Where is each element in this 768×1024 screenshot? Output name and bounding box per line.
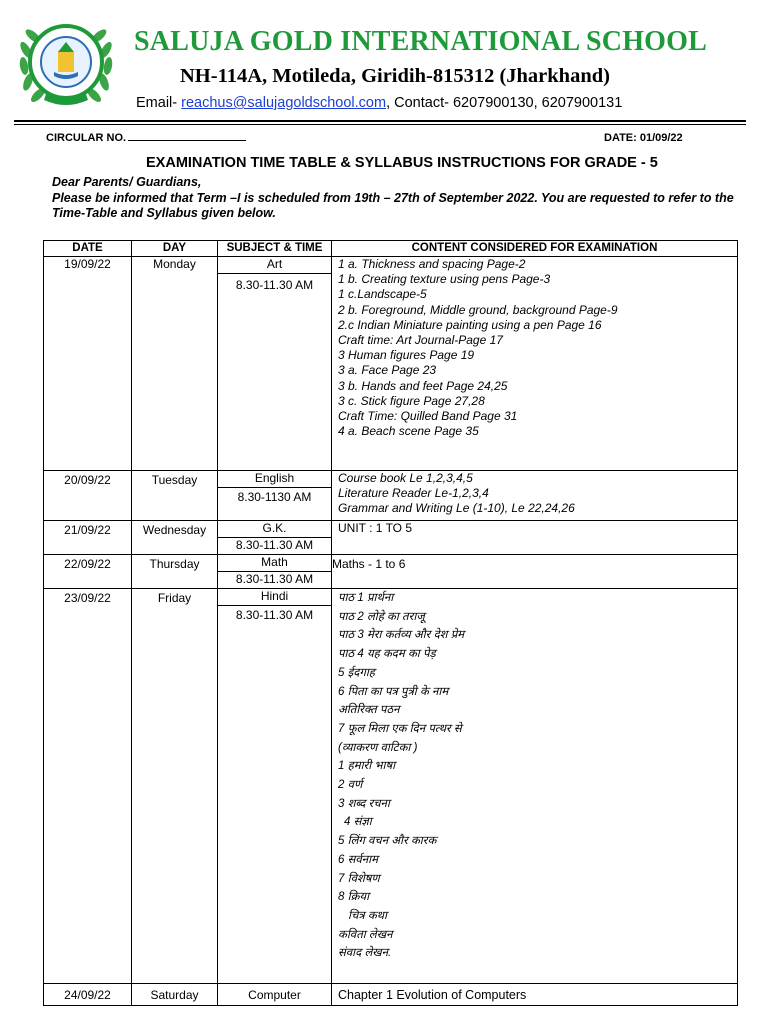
header-date: DATE	[44, 241, 132, 257]
circular-number: CIRCULAR NO.	[46, 132, 246, 144]
row-day: Tuesday	[132, 471, 218, 521]
row-date: 23/09/22	[44, 589, 132, 984]
table-row	[44, 257, 738, 274]
school-name: SALUJA GOLD INTERNATIONAL SCHOOL	[134, 26, 708, 57]
row-subject: Computer	[218, 984, 332, 1006]
document-title: EXAMINATION TIME TABLE & SYLLABUS INSTRUCTIONS FOR GRADE - 5	[146, 155, 658, 171]
letter-text	[52, 175, 742, 222]
row-time: 8.30-11.30 AM	[218, 274, 332, 471]
email-link[interactable]: reachus@salujagoldschool.com	[181, 95, 387, 111]
row-content: Chapter 1 Evolution of Computers	[332, 984, 738, 1006]
row-subject: G.K.	[218, 521, 332, 538]
row-date: 21/09/22	[44, 521, 132, 555]
letter-body: Please be informed that Term –I is scheduled from 19th – 27th of September 2022. You are requested to refer to the Time-Table and Syllabus given below.	[52, 190, 734, 220]
table-header-row	[44, 241, 738, 257]
table-row	[44, 555, 738, 572]
contact-numbers: , Contact- 6207900130, 6207900131	[386, 95, 623, 111]
row-subject: Math	[218, 555, 332, 572]
row-date: 20/09/22	[44, 471, 132, 521]
row-content: UNIT : 1 TO 5	[332, 521, 738, 555]
school-address: NH-114A, Motileda, Giridih-815312 (Jharkhand)	[180, 65, 610, 87]
row-content: 1 a. Thickness and spacing Page-2 1 b. Creating texture using pens Page-3 1 c.Landscape-5 2 b. Foreground, Middle ground, background Page-9 2.c Indian Miniature painting using a pen Page 16 Craft time: Art Journal-Page 17 3 Human figures Page 19 3 a. Face Page 23 3 b. Hands and feet Page 24,25 3 c. Stick figure Page 27,28 Craft Time: Quilled Band Page 31 4 a. Beach scene Page 35	[332, 257, 738, 471]
header-rule-thin	[14, 124, 746, 125]
row-day: Thursday	[132, 555, 218, 589]
row-content-handwritten: पाठ 1 प्रार्थना पाठ 2 लोहे का तराजू पाठ 3 मेरा कर्तव्य और देश प्रेम पाठ 4 यह कदम का पेड़ 5 ईदगाह 6 पिता का पत्र पुत्री के नाम अतिरिक्त पठन 7 फूल मिला एक दिन पत्थर से (व्याकरण वाटिका ) 1 हमारी भाषा 2 वर्ण 3 शब्द रचना 4 संज्ञा 5 लिंग वचन और कारक 6 सर्वनाम 7 विशेषण 8 क्रिया चित्र कथा कविता लेखन संवाद लेखन.	[332, 589, 738, 984]
row-time: 8.30-11.30 AM	[218, 606, 332, 984]
contact-line	[136, 95, 622, 111]
circular-date: DATE: 01/09/22	[604, 132, 683, 144]
table-row	[44, 521, 738, 538]
row-time: 8.30-11.30 AM	[218, 538, 332, 555]
header-subject-time: SUBJECT & TIME	[218, 241, 332, 257]
row-content: Maths - 1 to 6	[332, 555, 738, 589]
school-logo	[14, 14, 118, 112]
row-content: Course book Le 1,2,3,4,5 Literature Reader Le-1,2,3,4 Grammar and Writing Le (1-10), Le 22,24,26	[332, 471, 738, 521]
row-subject: English	[218, 471, 332, 488]
row-day: Saturday	[132, 984, 218, 1006]
row-time: 8.30-11.30 AM	[218, 572, 332, 589]
row-day: Wednesday	[132, 521, 218, 555]
row-subject: Hindi	[218, 589, 332, 606]
timetable	[43, 240, 738, 1006]
circular-blank	[128, 140, 246, 141]
row-subject: Art	[218, 257, 332, 274]
email-label: Email-	[136, 95, 182, 111]
row-date: 22/09/22	[44, 555, 132, 589]
header-day: DAY	[132, 241, 218, 257]
row-date: 24/09/22	[44, 984, 132, 1006]
row-day: Monday	[132, 257, 218, 471]
row-day: Friday	[132, 589, 218, 984]
table-row	[44, 471, 738, 488]
table-row	[44, 589, 738, 606]
salutation: Dear Parents/ Guardians,	[52, 175, 202, 189]
table-row	[44, 984, 738, 1006]
row-time: 8.30-1130 AM	[218, 488, 332, 521]
header-content: CONTENT CONSIDERED FOR EXAMINATION	[332, 241, 738, 257]
row-date: 19/09/22	[44, 257, 132, 471]
header-rule	[14, 120, 746, 122]
